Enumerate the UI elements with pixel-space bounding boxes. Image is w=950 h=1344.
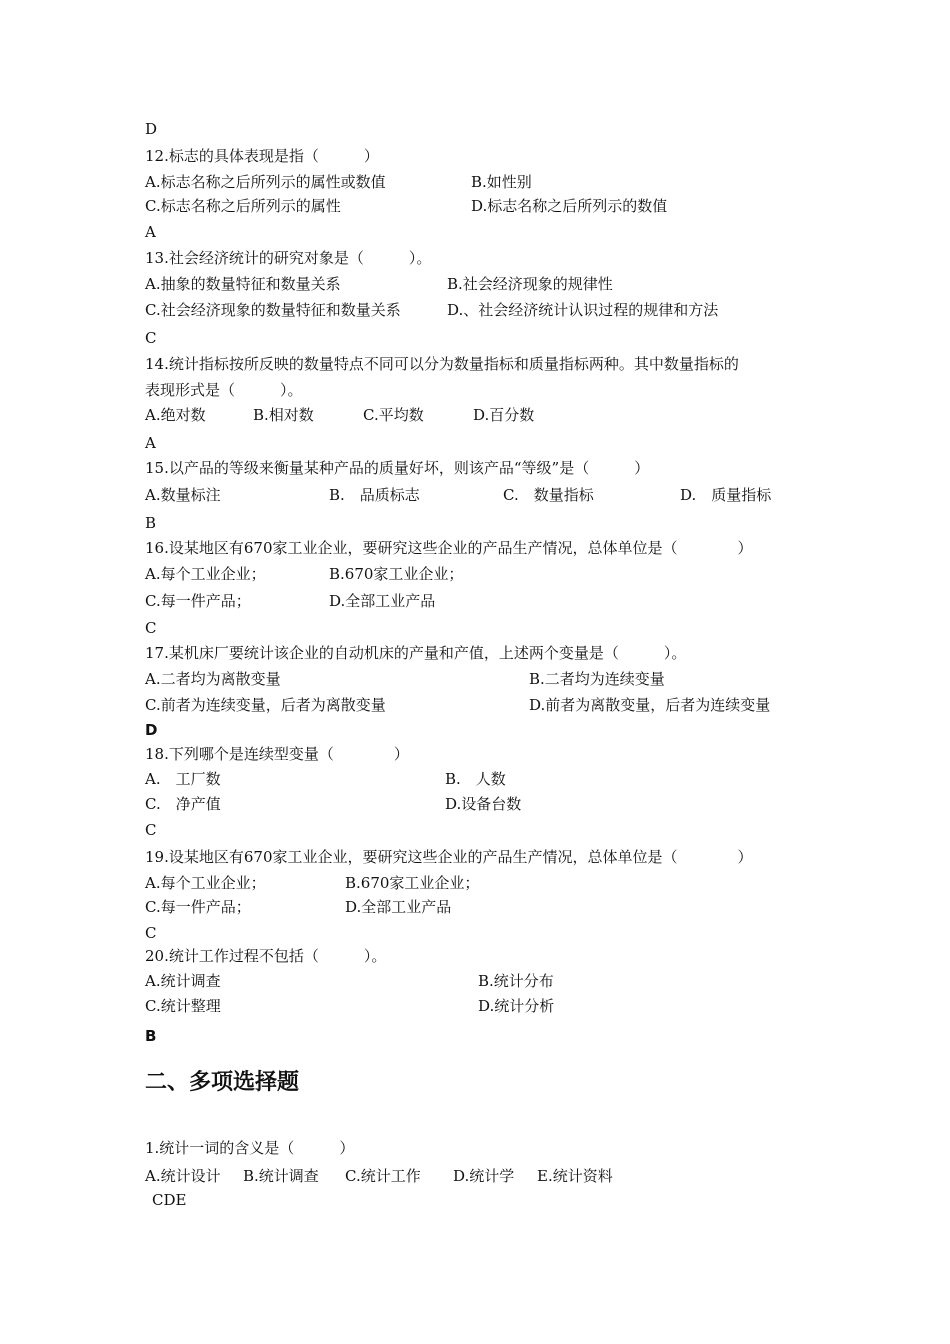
option-20-a: A.统计调查 bbox=[145, 972, 221, 990]
option-13-b: B.社会经济现象的规律性 bbox=[447, 275, 613, 293]
question-13: 13.社会经济统计的研究对象是（ ）。 bbox=[145, 249, 432, 267]
option-m1-a: A.统计设计 bbox=[145, 1167, 221, 1185]
answer-20: B bbox=[145, 1027, 157, 1045]
answer-13: C bbox=[145, 329, 157, 347]
option-19-a: A.每个工业企业； bbox=[145, 874, 266, 892]
option-20-c: C.统计整理 bbox=[145, 997, 221, 1015]
answer-16: C bbox=[145, 619, 157, 637]
option-13-c: C.社会经济现象的数量特征和数量关系 bbox=[145, 301, 401, 319]
option-15-b: B. 品质标志 bbox=[329, 486, 420, 504]
answer-15: B bbox=[145, 514, 157, 532]
option-16-a: A.每个工业企业； bbox=[145, 565, 266, 583]
option-13-a: A.抽象的数量特征和数量关系 bbox=[145, 275, 341, 293]
question-12: 12.标志的具体表现是指（ ） bbox=[145, 147, 379, 165]
option-16-c: C.每一件产品； bbox=[145, 592, 251, 610]
option-19-b: B.670家工业企业； bbox=[345, 874, 480, 892]
question-14-line1: 14.统计指标按所反映的数量特点不同可以分为数量指标和质量指标两种。其中数量指标的 bbox=[145, 355, 739, 373]
answer-18: C bbox=[145, 821, 157, 839]
option-13-d: D.、社会经济统计认识过程的规律和方法 bbox=[447, 301, 719, 319]
option-14-d: D.百分数 bbox=[473, 406, 535, 424]
option-14-a: A.绝对数 bbox=[145, 406, 206, 424]
option-20-b: B.统计分布 bbox=[478, 972, 554, 990]
option-19-d: D.全部工业产品 bbox=[345, 898, 452, 916]
option-18-d: D.设备台数 bbox=[445, 795, 522, 813]
section-heading-multiple-choice: 二、多项选择题 bbox=[145, 1070, 300, 1095]
option-14-c: C.平均数 bbox=[363, 406, 424, 424]
option-m1-d: D.统计学 bbox=[453, 1167, 515, 1185]
answer-17: D bbox=[145, 721, 158, 739]
option-12-a: A.标志名称之后所列示的属性或数值 bbox=[145, 173, 386, 191]
option-m1-c: C.统计工作 bbox=[345, 1167, 421, 1185]
option-18-a: A. 工厂数 bbox=[145, 770, 221, 788]
option-15-d: D. 质量指标 bbox=[680, 486, 772, 504]
answer-14: A bbox=[145, 434, 156, 452]
option-16-b: B.670家工业企业； bbox=[329, 565, 464, 583]
option-18-c: C. 净产值 bbox=[145, 795, 221, 813]
answer-11: D bbox=[145, 120, 158, 138]
option-20-d: D.统计分析 bbox=[478, 997, 555, 1015]
option-17-d: D.前者为离散变量，后者为连续变量 bbox=[529, 696, 771, 714]
option-18-b: B. 人数 bbox=[445, 770, 506, 788]
option-15-a: A.数量标注 bbox=[145, 486, 221, 504]
option-12-d: D.标志名称之后所列示的数值 bbox=[471, 197, 668, 215]
question-18: 18.下列哪个是连续型变量（ ） bbox=[145, 745, 409, 763]
option-15-c: C. 数量指标 bbox=[503, 486, 594, 504]
question-19: 19.设某地区有670家工业企业，要研究这些企业的产品生产情况，总体单位是（ ） bbox=[145, 848, 753, 866]
option-17-c: C.前者为连续变量，后者为离散变量 bbox=[145, 696, 386, 714]
question-15: 15.以产品的等级来衡量某种产品的质量好坏，则该产品“等级”是（ ） bbox=[145, 459, 650, 477]
question-16: 16.设某地区有670家工业企业，要研究这些企业的产品生产情况，总体单位是（ ） bbox=[145, 539, 753, 557]
option-16-d: D.全部工业产品 bbox=[329, 592, 436, 610]
question-17: 17.某机床厂要统计该企业的自动机床的产量和产值，上述两个变量是（ ）。 bbox=[145, 644, 687, 662]
option-14-b: B.相对数 bbox=[253, 406, 314, 424]
option-m1-e: E.统计资料 bbox=[537, 1167, 613, 1185]
question-14-line2: 表现形式是（ ）。 bbox=[145, 381, 303, 399]
option-12-b: B.如性别 bbox=[471, 173, 532, 191]
option-12-c: C.标志名称之后所列示的属性 bbox=[145, 197, 341, 215]
option-17-a: A.二者均为离散变量 bbox=[145, 670, 281, 688]
option-m1-b: B.统计调查 bbox=[243, 1167, 319, 1185]
question-20: 20.统计工作过程不包括（ ）。 bbox=[145, 947, 387, 965]
answer-19: C bbox=[145, 924, 157, 942]
question-m1: 1.统计一词的含义是（ ） bbox=[145, 1139, 355, 1157]
option-17-b: B.二者均为连续变量 bbox=[529, 670, 665, 688]
answer-12: A bbox=[145, 223, 156, 241]
answer-m1: CDE bbox=[152, 1191, 187, 1209]
option-19-c: C.每一件产品； bbox=[145, 898, 251, 916]
